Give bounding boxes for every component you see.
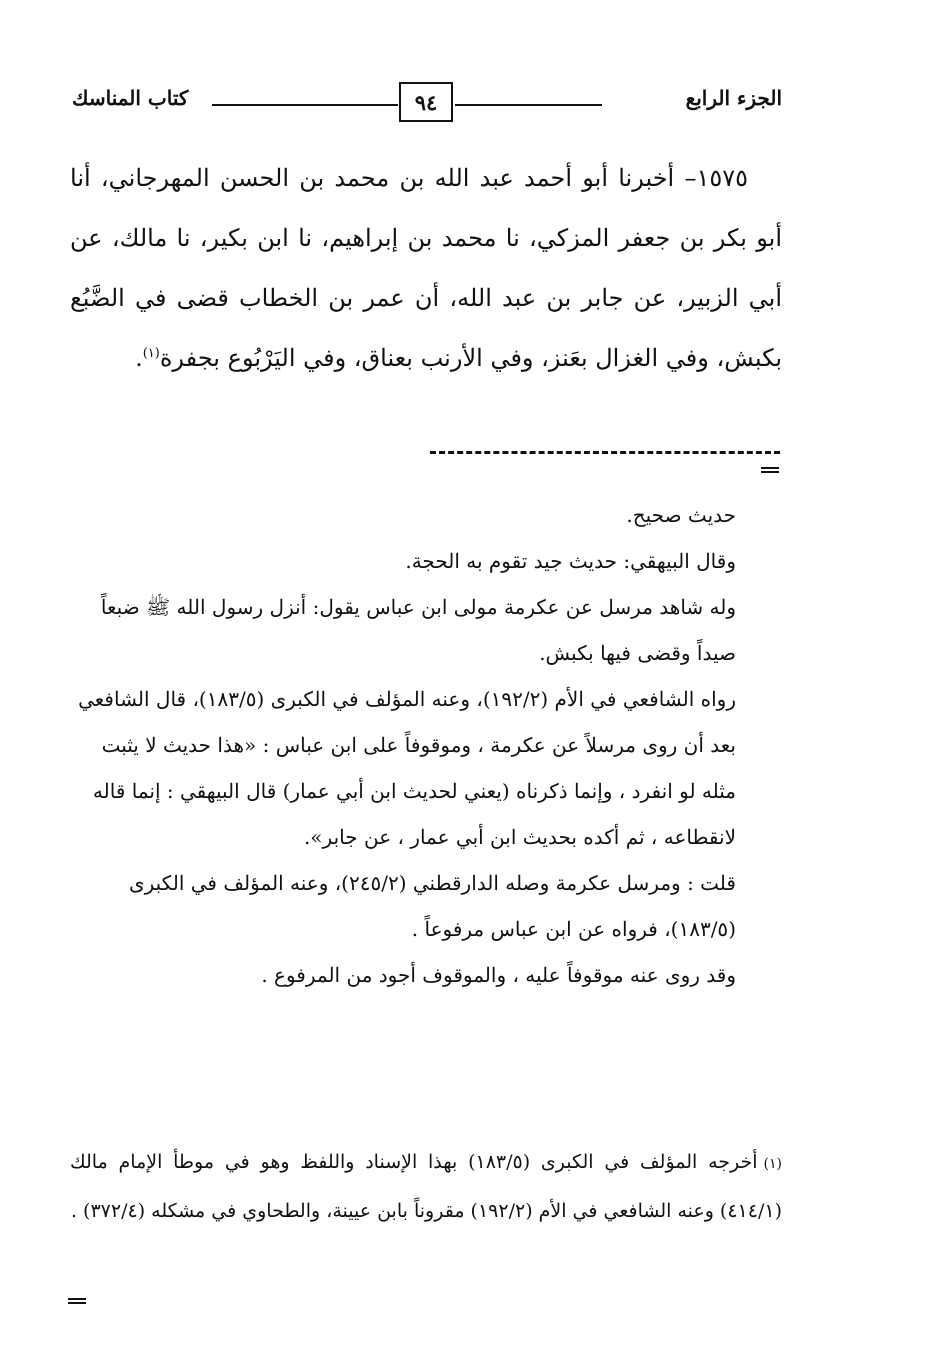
footnote-marker: (١) [763,1156,782,1172]
commentary-line: رواه الشافعي في الأم (١٩٢/٢)، وعنه المؤلف في الكبرى (١٨٣/٥)، قال الشافعي بعد أن روى مرسلاً عن عكرمة ، وموقوفاً على ابن عباس : «هذا حديث لا يثبت مثله لو انفرد ، وإنما ذكرناه (يعني لحديث ابن أبي عمار) قال البيهقي : إنما قاله لانقطاعه ، ثم أكده بحديث ابن أبي عمار ، عن جابر». [78,687,736,849]
header-rule-left [212,104,398,106]
header-rule-right [455,104,602,106]
commentary-line: وقال البيهقي: حديث جيد تقوم به الحجة. [405,549,736,573]
section-divider [430,451,780,454]
footnote-section [70,1139,782,1235]
footnote-reference: (١) [142,346,160,361]
main-hadith-text [70,148,782,388]
header-book-title: كتاب المناسك [72,86,189,110]
hadith-paragraph [70,148,782,388]
page-number: ٩٤ [399,82,453,122]
footnote-text: أخرجه المؤلف في الكبرى (١٨٣/٥) بهذا الإسناد واللفظ وهو في موطأ الإمام مالك (٤١٤/١) وعنه الشافعي في الأم (١٩٢/٢) مقروناً بابن عيينة، والطحاوي في مشكله (٣٧٢/٤) . [70,1151,782,1222]
double-line-mark-top [761,467,779,473]
commentary-line: حديث صحيح. [626,503,736,527]
commentary-line: وله شاهد مرسل عن عكرمة مولى ابن عباس يقول: أنزل رسول الله ﷺ ضبعاً صيداً وقضى فيها بكبش. [100,595,736,665]
double-line-mark-bottom [68,1298,86,1304]
hadith-end-mark: . [135,344,143,372]
commentary-section [72,492,736,998]
commentary-line: وقد روى عنه موقوفاً عليه ، والموقوف أجود من المرفوع . [261,963,736,987]
commentary-line: قلت : ومرسل عكرمة وصله الدارقطني (٢٤٥/٢)، وعنه المؤلف في الكبرى (١٨٣/٥)، فرواه عن ابن عباس مرفوعاً . [128,871,736,941]
header-part-title: الجزء الرابع [685,86,782,110]
page-header [72,82,782,126]
footnote-paragraph [70,1139,782,1235]
hadith-body: ١٥٧٥– أخبرنا أبو أحمد عبد الله بن محمد بن الحسن المهرجاني، أنا أبو بكر بن جعفر المزكي، نا محمد بن إبراهيم، نا ابن بكير، نا مالك، عن أبي الزبير، عن جابر بن عبد الله، أن عمر بن الخطاب قضى في الضَّبُع بكبش، وفي الغزال بعَنز، وفي الأرنب بعناق، وفي اليَرْبُوع بجفرة [70,164,782,372]
